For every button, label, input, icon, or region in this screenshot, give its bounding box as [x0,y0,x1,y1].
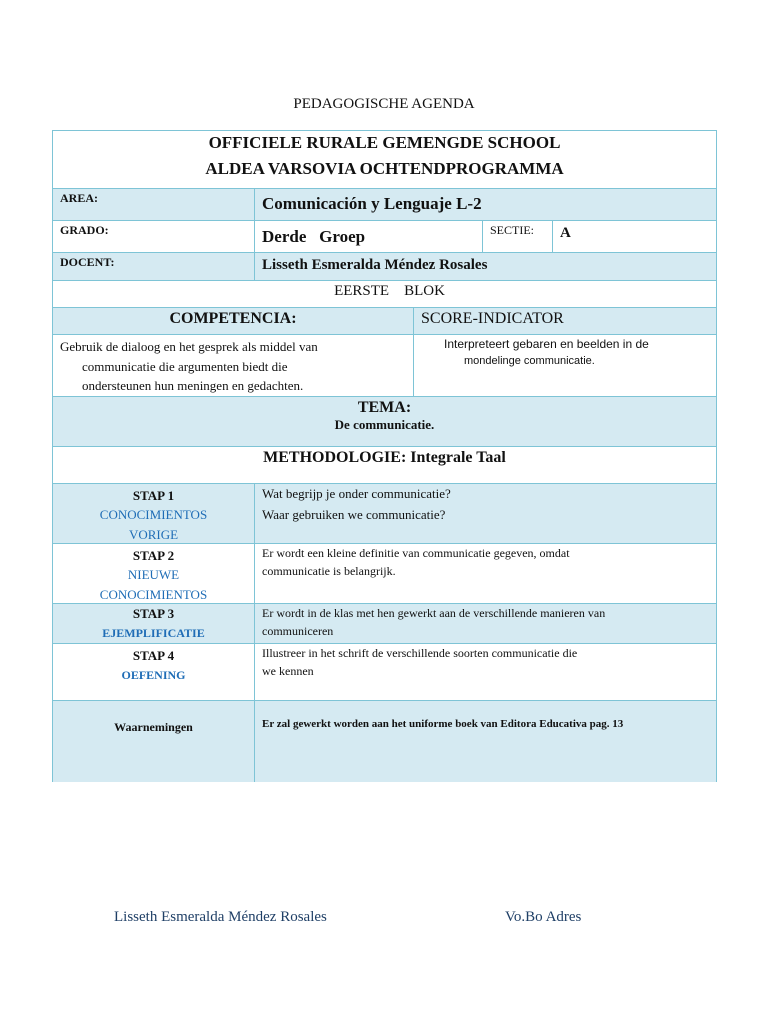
stap-text-line2: we kennen [262,664,314,678]
docent-row [53,253,716,281]
stap-2-row [53,544,716,604]
stap-text-line1: Illustreer in het schrift de verschillende soorten communicatie die [262,646,578,660]
stap-subtitle: OEFENING [121,668,186,682]
area-value: Comunicación y Lenguaje L-2 [262,194,482,213]
competencia-text-line1: Gebruik de dialoog en het gesprek als middel van [60,339,318,354]
stap-title: STAP 4 [132,648,175,663]
grado-label: GRADO: [60,223,109,237]
stap-title: STAP 1 [132,488,175,503]
grado-value: Derde Groep [262,227,366,246]
stap-text-line2: communicatie is belangrijk. [262,564,396,578]
school-name: OFFICIELE RURALE GEMENGDE SCHOOL [208,133,561,152]
area-label: AREA: [60,191,98,205]
competencia-header-row [53,308,716,335]
methodologie-row [53,447,716,484]
sectie-value: A [560,225,571,241]
signature-approval: Vo.Bo Adres [505,909,582,925]
stap-subtitle: CONOCIMIENTOS [99,587,208,602]
stap-subtitle: VORIGE [128,527,179,542]
grado-row [53,221,716,253]
stap-subtitle: NIEUWE [127,567,180,582]
waarnemingen-label: Waarnemingen [114,720,193,734]
document-title: PEDAGOGISCHE AGENDA [293,96,475,112]
school-header-row [53,131,716,189]
competencia-header: COMPETENCIA: [169,310,297,327]
competencia-content-row [53,335,716,397]
stap-text-line2: communiceren [262,624,334,638]
tema-header: TEMA: [357,399,412,416]
stap-text-line1: Wat begrijp je onder communicatie? [262,486,451,501]
stap-4-row [53,644,716,701]
school-program: ALDEA VARSOVIA OCHTENDPROGRAMMA [205,159,564,178]
sectie-label: SECTIE: [490,223,534,237]
tema-value: De communicatie. [334,417,435,432]
stap-1-row [53,484,716,544]
stap-text-line1: Er wordt een kleine definitie van communicatie gegeven, omdat [262,546,570,560]
docent-label: DOCENT: [60,255,115,269]
stap-subtitle: CONOCIMIENTOS [99,507,208,522]
score-text-line2: mondelinge communicatie. [464,355,595,367]
stap-text-line1: Er wordt in de klas met hen gewerkt aan de verschillende manieren van [262,606,606,620]
stap-title: STAP 3 [132,606,175,621]
competencia-text-line3: ondersteunen hun meningen en gedachten. [82,378,304,393]
agenda-table [52,130,717,782]
stap-title: STAP 2 [132,548,175,563]
waarnemingen-row [53,701,716,782]
methodologie-header: METHODOLOGIE: Integrale Taal [263,449,506,466]
score-text-line1: Interpreteert gebaren en beelden in de [444,337,649,351]
waarnemingen-text: Er zal gewerkt worden aan het uniforme boek van Editora Educativa pag. 13 [262,718,624,730]
tema-row [53,397,716,447]
blok-label: EERSTE BLOK [334,283,445,299]
docent-value: Lisseth Esmeralda Méndez Rosales [262,257,488,273]
blok-row [53,281,716,308]
stap-subtitle: EJEMPLIFICATIE [102,626,205,640]
area-row [53,189,716,221]
competencia-text-line2: communicatie die argumenten biedt die [82,359,288,374]
score-indicator-header: SCORE-INDICATOR [421,310,564,327]
signature-teacher-name: Lisseth Esmeralda Méndez Rosales [114,909,327,925]
stap-3-row [53,604,716,644]
stap-text-line2: Waar gebruiken we communicatie? [262,507,446,522]
